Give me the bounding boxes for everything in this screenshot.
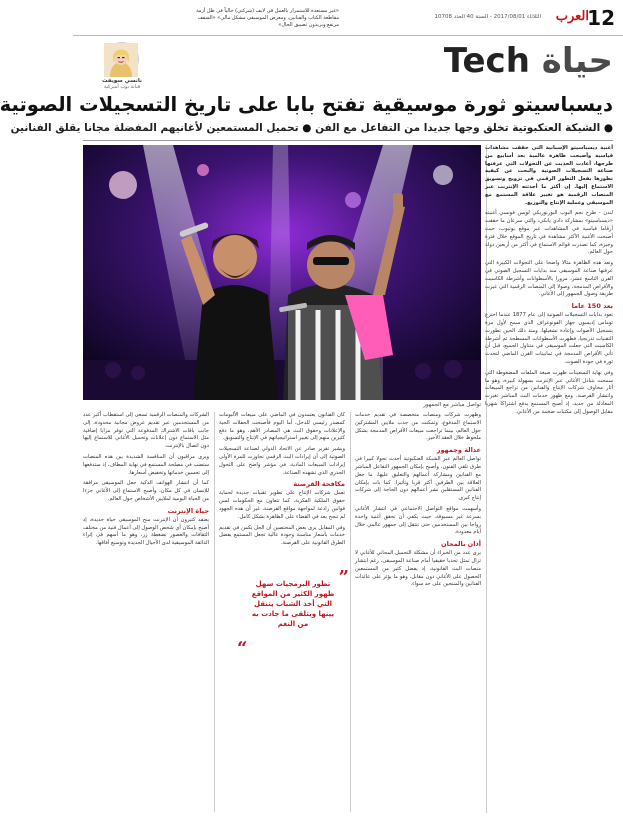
article-lead: أغنية ديسباسيتو الإسبانية التي حققت مشاهدات قياسية وأصبحت ظاهرة عالمية بعد أسابيع من طرحها، أعادت الحديث عن التحولات التي عرفتها صناعة التسجيلات الصوتية والبحث عن كيفية تطورها بفعل التطور الرقمي في ترويج وتسويق الاستماع إليها. إن أكثر ما أحدثته الإنترنت عبر المنصات الرقمية هو تغيير علاقة المستمع مع الموسيقى وعملية الإنتاج والتوزيع.	[485, 145, 613, 206]
section-subheading: أذان بالمجان	[441, 540, 481, 549]
page-top-strip	[73, 0, 623, 36]
publication-logo: العرب	[555, 9, 589, 24]
section-subheading: عدالة وجمهور	[436, 446, 481, 455]
author-name: نانسي سويفت	[102, 78, 142, 84]
author-avatar	[105, 42, 139, 76]
section-subheading: حياة الإنترنت	[167, 506, 209, 515]
author-role: فنانة بوب أميركية	[103, 84, 141, 90]
column-divider	[214, 412, 215, 812]
pull-quote	[237, 567, 349, 659]
section-header	[73, 36, 623, 88]
quote-open-icon: ”	[338, 567, 349, 588]
article-paragraph: وظهرت شركات ومنصات متخصصة في تقديم خدمات الاستماع المدفوع، وتمكنت من جذب ملايين المشتركين حول العالم، بينما تراجعت مبيعات الأقراص المدمجة بشكل ملحوظ خلال العقد الأخير.	[355, 412, 481, 442]
article-paragraph: كما أن انتشار الهواتف الذكية جعل الموسيقى مرافقة للإنسان في كل مكان، وأصبح الاستماع إلى الأغاني جزءا من الحياة اليومية لملايين الأشخاص حول العالم.	[83, 480, 209, 502]
article-column-c	[83, 412, 209, 812]
quote-close-icon: “	[237, 638, 248, 659]
bullet-icon: ●	[600, 122, 613, 134]
article-paragraph: وأسهمت مواقع التواصل الاجتماعي في انتشار الأغاني بسرعة غير مسبوقة، حيث يكفي أن تحقق أغنية واحدة رواجا بين المستخدمين حتى تنتقل إلى جمهور عالمي خلال أيام معدودة.	[355, 505, 481, 536]
headline-rule	[83, 140, 613, 141]
article-paragraph: يرى عدد من الخبراء أن مشكلة التحميل المجاني للأغاني لا تزال تمثل تحديا حقيقيا أمام صناعة الموسيقى، رغم انتشار منصات البث القانونية، إذ يفضل كثير من المستمعين الحصول على الأغاني دون مقابل، وهو ما يؤثر على عائدات الفنانين والمنتجين على حد سواء.	[355, 550, 481, 588]
subhead-1: الشبكة العنكبوتية تخلق وجها جديدا من التفاعل مع الفن	[315, 122, 601, 134]
section-title-tech: Tech	[443, 41, 530, 81]
article-paragraph: تعمل شركات الإنتاج على تطوير تقنيات جديدة لحماية حقوق الملكية الفكرية، كما تتعاون مع الحكومات لسن قوانين رادعة لمواجهة مواقع القرصنة، غير أن هذه الجهود لم تنجح بعد في القضاء على الظاهرة بشكل كامل.	[219, 490, 345, 520]
article-paragraph: وتعد هذه الظاهرة مثالا واضحا على التحولات الكبيرة التي عرفتها صناعة الموسيقى منذ بدايات التسجيل الصوتي في القرن التاسع عشر، مرورا بالأسطوانات وأشرطة الكاسيت والأقراص المدمجة، وصولا إلى المنصات الرقمية التي غيرت طريقة وصول الجمهور إلى الأغاني.	[485, 260, 613, 298]
article-column-a	[355, 412, 481, 812]
photo-caption: تواصل مباشر مع الجمهور	[423, 402, 481, 408]
concert-photo	[83, 145, 481, 400]
article-paragraph: وفي المقابل يرى بعض المختصين أن الحل يكمن في تقديم خدمات بأسعار مناسبة وجودة عالية تجعل المستمع يفضل الطرق القانونية على القرصنة.	[219, 524, 345, 547]
article-paragraph: لندن - طرح نجم البوب البورتوريكي لويس فونسي أغنيته «ديسباسيتو» بمشاركة دادي يانكي، والتي سرعان ما حققت أرقاما قياسية في المشاهدات عبر موقع يوتيوب، حيث أصبحت الأغنية الأكثر مشاهدة في تاريخ الموقع خلال فترة وجيزة، كما تصدرت قوائم الاستماع في أكثر من أربعين دولة حول العالم.	[485, 210, 613, 256]
article-paragraph: تواصل العالم عبر الشبكة العنكبوتية أحدث تحولا كبيرا في طرق تلقي الفنون، وأصبح بإمكان الجمهور التفاعل المباشر مع الفنانين ومشاركة أعمالهم والتعليق عليها، ما جعل العلاقة بين الطرفين أكثر قربا وتأثيرا. كما بات بإمكان الفنانين المستقلين نشر أعمالهم دون الحاجة إلى شركات إنتاج كبرى.	[355, 456, 481, 502]
section-title	[438, 36, 613, 86]
article-paragraph: ويرى مراقبون أن المنافسة الشديدة بين هذه المنصات ستصب في مصلحة المستمع في نهاية المطاف، إذ ستدفعها إلى تحسين خدماتها وتخفيض أسعارها.	[83, 453, 209, 476]
author-box	[87, 42, 157, 90]
article-paragraph: الشركات والمنصات الرقمية تسعى إلى استقطاب أكبر عدد من المستخدمين عبر تقديم عروض مجانية محدودة، إلى جانب باقات الاشتراك المدفوعة التي توفر مزايا إضافية مثل الاستماع دون إعلانات وتحميل الأغاني للاستماع إليها دون اتصال بالإنترنت.	[83, 412, 209, 450]
article-paragraph: كان الفنانون يعتمدون في الماضي على مبيعات الألبومات كمصدر رئيسي للدخل، أما اليوم فأصبحت الحفلات الحية والإعلانات وحقوق البث هي المصادر الأهم، وهو ما دفع كثيرين منهم إلى تغيير استراتيجياتهم في الإنتاج والتسويق.	[219, 412, 345, 442]
subhead-2: تحميل المستمعين لأغانيهم المفضلة مجانا يقلق الفنانين	[10, 122, 299, 134]
article-column-right	[485, 145, 613, 813]
section-title-arabic: حياة	[541, 41, 613, 81]
top-quote-box	[191, 8, 339, 29]
article-paragraph: تعود بدايات التسجيلات الصوتية إلى عام 1877 عندما اخترع توماس إديسون جهاز الفونوغراف الذي سمح لأول مرة بتسجيل الأصوات وإعادة تشغيلها. ومنذ ذلك الحين تطورت التقنيات تدريجيا، فظهرت الأسطوانات المسطحة ثم أشرطة الكاسيت التي جعلت الموسيقى في متناول الجميع، قبل أن تأتي الأقراص المدمجة في ثمانينات القرن الماضي لتحدث ثورة في جودة الصوت.	[485, 312, 613, 365]
page-number: 12	[587, 6, 615, 30]
section-subheading: مكافحة القرصنة	[293, 480, 345, 489]
pull-quote-text: تطور البرمجيات سهل ظهور الكثير من المواقع التي أخذ الشباب يتنقل بينها ويتلقى ما جادت به من النغم	[251, 580, 335, 628]
article-headline: ديسباسيتو ثورة موسيقية تفتح بابا على تاريخ التسجيلات الصوتية	[0, 93, 613, 116]
article-paragraph: ويشير تقرير صادر عن الاتحاد الدولي لصناعة التسجيلات الصوتية إلى أن إيرادات البث الرقمي تجاوزت للمرة الأولى إيرادات المبيعات المادية، في مؤشر واضح على التحول الجذري الذي تشهده الصناعة.	[219, 446, 345, 476]
section-subheading: بعد 150 عاما	[571, 302, 613, 311]
bullet-icon: ●	[298, 122, 312, 134]
article-subhead	[10, 122, 613, 134]
top-quote: «غير مستعدة للاستمرار بالعمل في لايف (شركتي) حالياً في ظل أزمة مقاطعة الكتاب والفنانين، ومعرض الموسيقى مشكل مالي» «السقف مرتفع ويريدون تضييق الحال»	[196, 8, 339, 28]
issue-line: الثلاثاء 2017/08/01 - السنة 40 العدد 10708	[434, 14, 541, 20]
column-divider	[350, 412, 351, 812]
article-paragraph: وفي نهاية التسعينات ظهرت صيغة الملفات المضغوطة التي سمحت بتبادل الأغاني عبر الإنترنت بسهولة كبيرة، وهو ما أثار مخاوف شركات الإنتاج والفنانين من تراجع المبيعات وانتشار القرصنة. ومع ظهور خدمات البث المباشر تغيرت المعادلة من جديد، إذ أصبح المستمع يدفع اشتراكا شهريا مقابل الوصول إلى مكتبات ضخمة من الأغاني.	[485, 369, 613, 415]
article-paragraph: يعتقد كثيرون أن الإنترنت منح الموسيقى حياة جديدة، إذ أصبح بإمكان أي شخص الوصول إلى أعمال فنية من مختلف الثقافات والعصور بضغطة زر، وهو ما أسهم في إثراء الذائقة الموسيقية لدى الأجيال الجديدة وتوسيع آفاقها.	[83, 516, 209, 547]
